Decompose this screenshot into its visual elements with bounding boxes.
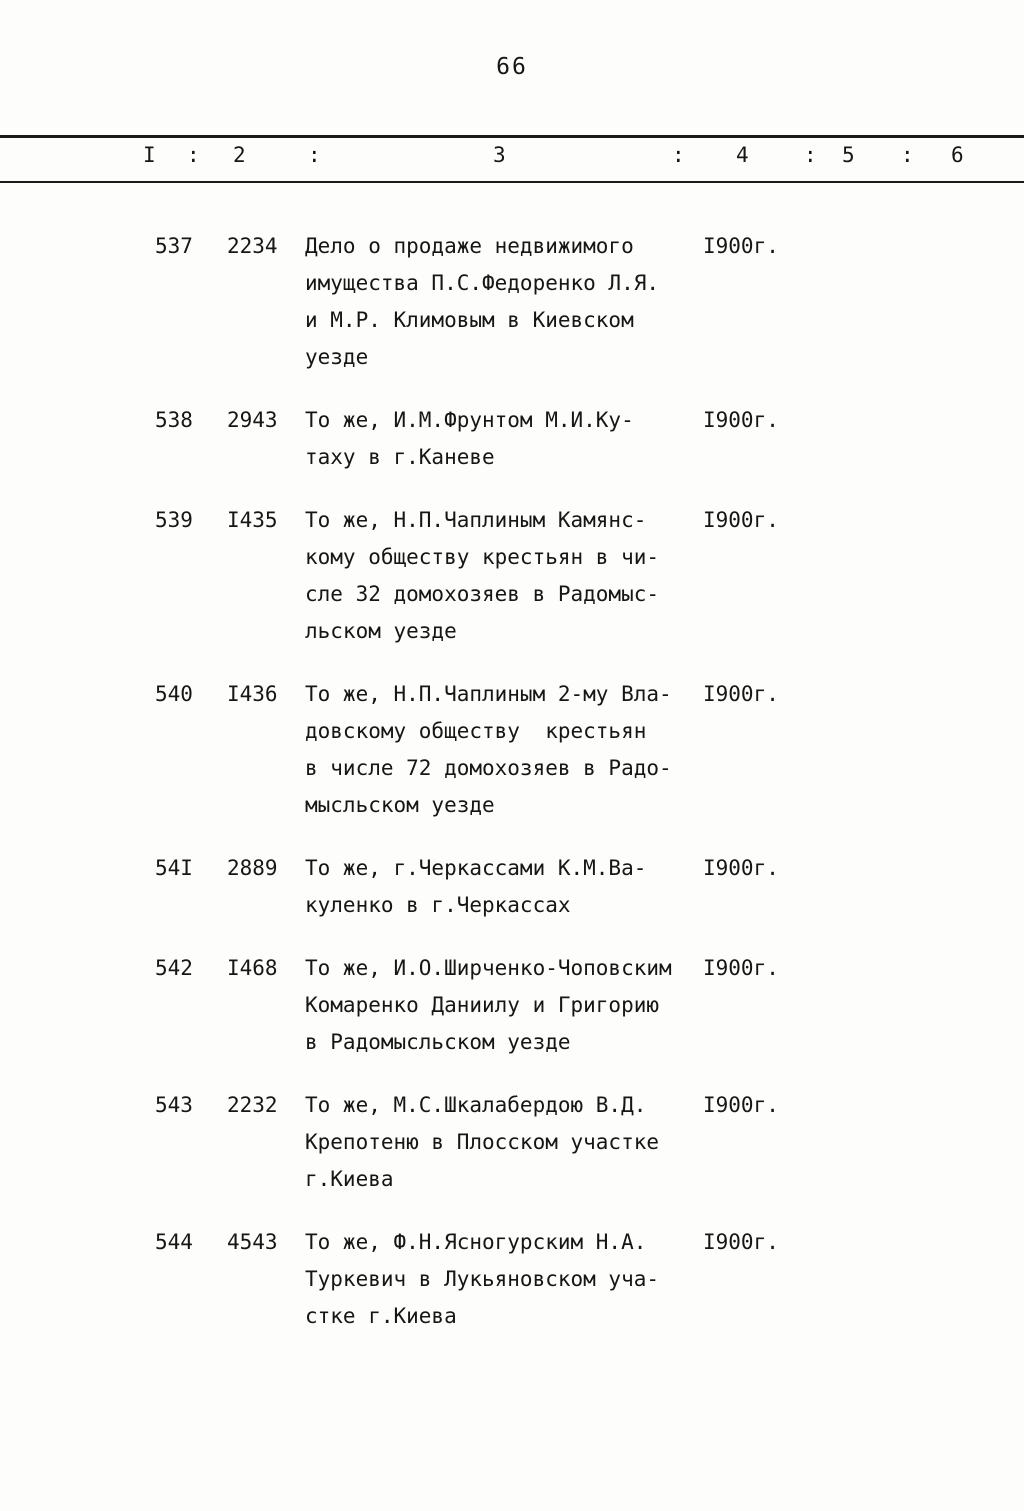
table-row xyxy=(155,950,1024,1061)
column-separator: : xyxy=(804,143,817,167)
file-number: 2234 xyxy=(227,234,278,258)
file-number: 4543 xyxy=(227,1230,278,1254)
entry-number: 544 xyxy=(155,1230,193,1254)
entry-number: 537 xyxy=(155,234,193,258)
description-line: уезде xyxy=(305,345,369,369)
column-label-5: 5 xyxy=(842,143,855,167)
entry-number: 543 xyxy=(155,1093,193,1117)
description-line: То же, г.Черкассами К.М.Ва- xyxy=(305,856,647,880)
description-line: мысльском уезде xyxy=(305,793,495,817)
entry-description xyxy=(305,1224,703,1335)
description-line: и М.Р. Климовым в Киевском xyxy=(305,308,634,332)
entry-year: I900г. xyxy=(703,1093,779,1117)
entry-number: 542 xyxy=(155,956,193,980)
table-body xyxy=(0,228,1024,1361)
file-number: 2943 xyxy=(227,408,278,432)
page-number: 66 xyxy=(496,54,528,80)
file-number: 2232 xyxy=(227,1093,278,1117)
file-number: 2889 xyxy=(227,856,278,880)
entry-description xyxy=(305,402,703,476)
table-row xyxy=(155,502,1024,650)
description-line: Дело о продаже недвижимого xyxy=(305,234,634,258)
file-number: I436 xyxy=(227,682,278,706)
entry-year: I900г. xyxy=(703,682,779,706)
column-label-2: 2 xyxy=(233,143,246,167)
table-row xyxy=(155,1224,1024,1335)
description-line: кому обществу крестьян в чи- xyxy=(305,545,660,569)
description-line: в Радомысльском уезде xyxy=(305,1030,571,1054)
column-separator: : xyxy=(901,143,914,167)
table-row xyxy=(155,850,1024,924)
description-line: То же, И.М.Фрунтом М.И.Ку- xyxy=(305,408,634,432)
entry-description xyxy=(305,502,703,650)
description-line: То же, Н.П.Чаплиным 2-му Вла- xyxy=(305,682,672,706)
entry-description xyxy=(305,1087,703,1198)
table-row xyxy=(155,1087,1024,1198)
column-label-1: I xyxy=(143,143,156,167)
description-line: сле 32 домохозяев в Радомыс- xyxy=(305,582,660,606)
file-number: I468 xyxy=(227,956,278,980)
entry-number: 538 xyxy=(155,408,193,432)
description-line: имущества П.С.Федоренко Л.Я. xyxy=(305,271,660,295)
description-line: в числе 72 домохозяев в Радо- xyxy=(305,756,672,780)
column-separator: : xyxy=(672,143,685,167)
entry-description xyxy=(305,950,703,1061)
description-line: довскому обществу крестьян xyxy=(305,719,647,743)
table-header xyxy=(0,143,1024,179)
entry-description xyxy=(305,676,703,824)
entry-year: I900г. xyxy=(703,1230,779,1254)
table-row xyxy=(155,676,1024,824)
file-number: I435 xyxy=(227,508,278,532)
description-line: То же, Н.П.Чаплиным Камянс- xyxy=(305,508,647,532)
entry-number: 539 xyxy=(155,508,193,532)
column-separator: : xyxy=(308,143,321,167)
column-label-3: 3 xyxy=(493,143,506,167)
table-row xyxy=(155,228,1024,376)
description-line: куленко в г.Черкассах xyxy=(305,893,571,917)
entry-description xyxy=(305,228,703,376)
description-line: льском уезде xyxy=(305,619,457,643)
entry-year: I900г. xyxy=(703,234,779,258)
entry-number: 540 xyxy=(155,682,193,706)
table-header-rule xyxy=(0,181,1024,183)
entry-year: I900г. xyxy=(703,408,779,432)
entry-number: 54I xyxy=(155,856,193,880)
description-line: То же, И.О.Ширченко-Чоповским xyxy=(305,956,672,980)
column-separator: : xyxy=(187,143,200,167)
description-line: Туркевич в Лукьяновском уча- xyxy=(305,1267,660,1291)
table-top-rule xyxy=(0,135,1024,138)
description-line: Крепотеню в Плосском участке xyxy=(305,1130,660,1154)
entry-year: I900г. xyxy=(703,508,779,532)
description-line: То же, Ф.Н.Ясногурским Н.А. xyxy=(305,1230,647,1254)
description-line: г.Киева xyxy=(305,1167,394,1191)
entry-description xyxy=(305,850,703,924)
entry-year: I900г. xyxy=(703,956,779,980)
column-label-4: 4 xyxy=(736,143,749,167)
description-line: стке г.Киева xyxy=(305,1304,457,1328)
column-label-6: 6 xyxy=(951,143,964,167)
description-line: То же, М.С.Шкалабердою В.Д. xyxy=(305,1093,647,1117)
description-line: Комаренко Даниилу и Григорию xyxy=(305,993,660,1017)
description-line: таху в г.Каневе xyxy=(305,445,495,469)
table-row xyxy=(155,402,1024,476)
entry-year: I900г. xyxy=(703,856,779,880)
